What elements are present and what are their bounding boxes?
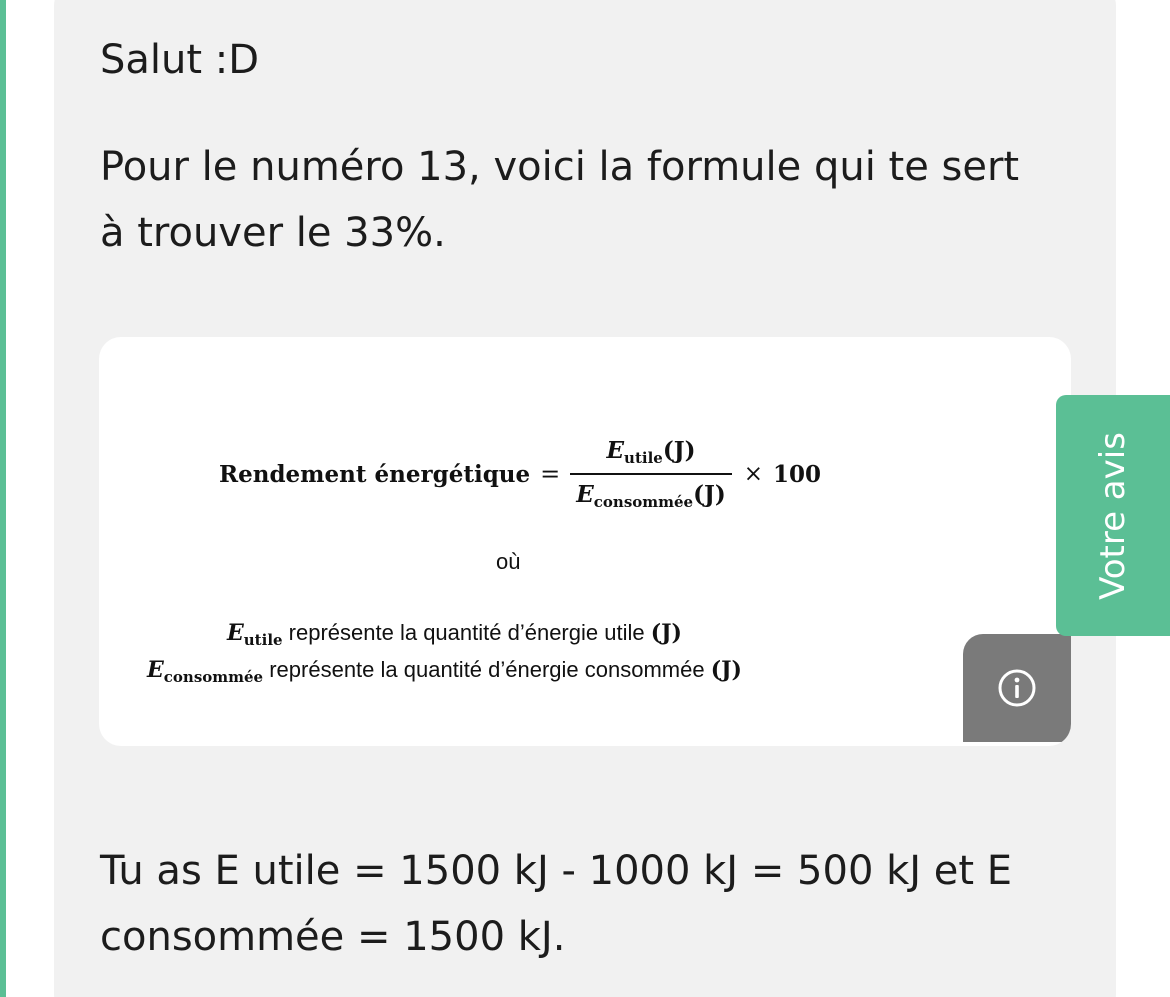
fraction-numerator — [601, 437, 702, 473]
denominator-symbol: E — [576, 481, 594, 508]
equals-sign: = — [540, 460, 561, 488]
intro-paragraph: Pour le numéro 13, voici la formule qui te sert à trouver le 33%. — [100, 144, 1020, 256]
numerator-subscript: utile — [624, 449, 663, 467]
feedback-tab[interactable] — [1056, 395, 1170, 636]
definition-unit: (J) — [650, 620, 682, 646]
definition-symbol: E — [227, 620, 244, 646]
definition-utile — [227, 620, 682, 649]
formula-image — [99, 337, 1071, 746]
multiplier: 100 — [773, 460, 822, 488]
definition-subscript: consommée — [163, 668, 264, 686]
definition-consommee — [147, 657, 742, 686]
info-icon — [997, 668, 1037, 708]
left-accent-bar — [0, 0, 6, 997]
definition-text: représente la quantité d’énergie utile — [282, 620, 651, 645]
formula-label: Rendement énergétique — [219, 460, 531, 488]
where-text: où — [496, 549, 521, 574]
denominator-unit: (J) — [693, 481, 726, 508]
formula-fraction — [570, 437, 732, 511]
calculation-paragraph: Tu as E utile = 1500 kJ - 1000 kJ = 500 kJ et E consommée = 1500 kJ. — [100, 848, 1013, 960]
fraction-denominator — [570, 475, 732, 511]
definition-unit: (J) — [710, 657, 742, 683]
greeting-text: Salut :D — [100, 37, 260, 83]
efficiency-formula — [219, 429, 821, 519]
numerator-symbol: E — [606, 437, 625, 464]
definition-text: représente la quantité d’énergie consommée — [263, 657, 711, 682]
definition-subscript: utile — [243, 631, 283, 649]
definition-symbol: E — [147, 657, 164, 683]
times-sign: × — [743, 461, 764, 487]
numerator-unit: (J) — [662, 437, 696, 464]
feedback-tab-label: Votre avis — [1093, 431, 1133, 600]
image-info-button[interactable] — [963, 634, 1071, 742]
denominator-subscript: consommée — [593, 493, 694, 511]
